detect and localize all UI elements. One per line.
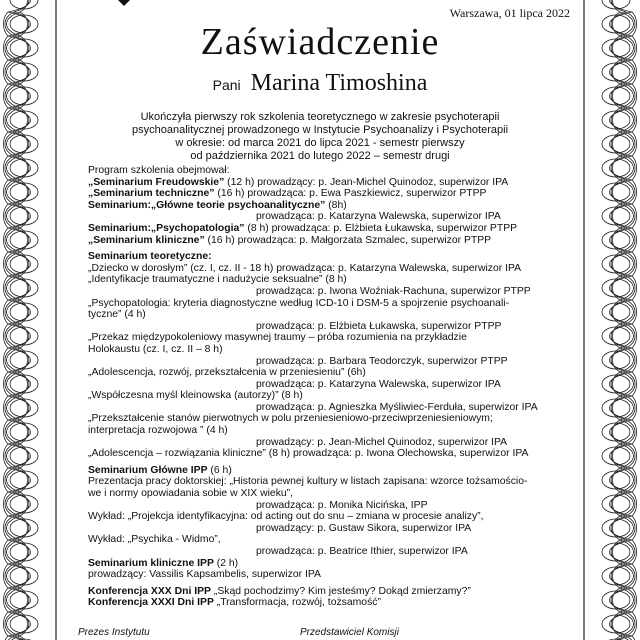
theory-list	[88, 263, 568, 460]
conference-name: Konferencja XXXI Dni IPP	[88, 597, 214, 609]
main-ipp-line: Wykład: „Projekcja identyfikacyjna: od acting out do snu – zmiana w procesie analizy”,	[88, 511, 484, 523]
theory-line: Holokaustu (cz. I, cz. II – 8 h)	[88, 343, 223, 355]
seminar-details: (16 h) prowadząca: p. Ewa Paszkiewicz, superwizor PTPP	[214, 188, 487, 200]
seminar-details: (8 h) prowadząca: p. Elżbieta Łukawska, superwizor PTPP	[244, 222, 518, 234]
program-body	[88, 165, 568, 609]
clinical-ipp-hours: (2 h)	[213, 557, 239, 569]
program-label: Program szkolenia obejmował:	[88, 165, 230, 176]
ornamental-border-left	[0, 0, 60, 640]
theory-line: „Współczesna myśl kleinowska (autorzy)” (8 h)	[88, 390, 303, 402]
theory-line: „Dziecko w dorosłym” (cz. I, cz. II - 18 h) prowadząca: p. Katarzyna Walewska, superwizor IPA	[88, 262, 522, 274]
conference-name: Konferencja XXX Dni IPP	[88, 585, 211, 597]
recipient	[70, 70, 570, 97]
main-ipp-line: prowadzący: p. Gustaw Sikora, superwizor IPA	[256, 522, 472, 534]
main-ipp-heading	[88, 465, 568, 477]
theory-line: „Przekaz międzypokoleniowy masywnej traumy – próba rozumienia na przykładzie	[88, 332, 467, 344]
main-ipp-label: Seminarium Główne IPP	[88, 464, 208, 476]
seminar-details: (8h)	[325, 199, 347, 211]
seminar-name: Seminarium:„Psychopatologia”	[88, 222, 245, 234]
seminar-name: „Seminarium Freudowskie”	[88, 176, 225, 188]
seminar-details: prowadząca: p. Katarzyna Walewska, superwizor IPA	[256, 211, 501, 223]
seminar-name: „Seminarium kliniczne”	[88, 234, 205, 246]
seminar-line	[88, 177, 568, 189]
intro-line: Ukończyła pierwszy rok szkolenia teoretycznego w zakresie psychoterapii	[140, 111, 500, 123]
main-ipp-line: prowadząca: p. Beatrice Ithier, superwizor IPA	[256, 546, 468, 557]
theory-line: „Przekształcenie stanów pierwotnych w polu przeniesieniowo-przeciwprzeniesieniowym;	[88, 413, 493, 425]
seminar-line	[88, 223, 568, 235]
main-ipp-line: Prezentacja pracy doktorskiej: „Historia pewnej kultury w listach zapisana: wzorce tożsamościo-	[88, 476, 528, 488]
intro-paragraph	[90, 111, 550, 163]
theory-line: interpretacja rozwojowa ” (4 h)	[88, 425, 228, 437]
clinical-ipp-label: Seminarium kliniczne IPP	[88, 557, 214, 569]
theory-line: prowadząca: p. Katarzyna Walewska, superwizor IPA	[256, 378, 501, 390]
issue-date: Warszawa, 01 lipca 2022	[449, 6, 570, 20]
conference-line	[88, 597, 568, 609]
seminar-line	[88, 200, 568, 212]
seminar-details: (16 h) prowadząca: p. Małgorzata Szmalec, superwizor PTPP	[204, 234, 492, 246]
theory-line: „Adolescencja – rozwiązania kliniczne” (8 h) prowadząca: p. Iwona Olechowska, superwizor IPA	[88, 448, 529, 460]
recipient-prefix: Pani	[212, 77, 241, 93]
signature-right-label: Przedstawiciel Komisji	[300, 627, 399, 638]
main-ipp-list	[88, 476, 568, 557]
intro-line: od października 2021 do lutego 2022 – semestr drugi	[190, 150, 450, 162]
theory-line: prowadząca: p. Iwona Woźniak-Rachuna, superwizor PTPP	[256, 285, 531, 297]
theory-label: Seminarium teoretyczne:	[88, 251, 212, 263]
theory-line: tyczne” (4 h)	[88, 309, 146, 321]
certificate-content	[70, 0, 570, 640]
theory-line: prowadzący: p. Jean-Michel Quinodoz, superwizor IPA	[256, 436, 508, 448]
theory-line: „Identyfikacje traumatyczne i nadużycie seksualne” (8 h)	[88, 274, 347, 286]
certificate-title: Zaświadczenie	[200, 21, 440, 63]
clinical-ipp-heading	[88, 558, 568, 570]
main-ipp-hours: (6 h)	[207, 464, 232, 476]
main-ipp-line: Wykład: „Psychika - Widmo”,	[88, 534, 221, 546]
conference-list	[88, 586, 568, 609]
seminar-details: (12 h) prowadzący: p. Jean-Michel Quinodoz, superwizor IPA	[224, 176, 509, 188]
seminar-line	[88, 188, 568, 200]
seminar-list	[88, 177, 568, 247]
theory-line: „Psychopatologia: kryteria diagnostyczne według ICD-10 i DSM-5 a spojrzenie psychoanali-	[88, 297, 510, 309]
main-ipp-line: prowadząca: p. Monika Nicińska, IPP	[256, 499, 428, 511]
seminar-name: „Seminarium techniczne”	[88, 188, 215, 200]
conference-title: „Skąd pochodzimy? Kim jesteśmy? Dokąd zmierzamy?”	[211, 585, 471, 597]
conference-line	[88, 586, 568, 598]
ornamental-border-right	[580, 0, 640, 640]
theory-line: prowadząca: p. Elżbieta Łukawska, superwizor PTPP	[256, 320, 502, 332]
theory-line: „Adolescencja, rozwój, przekształcenia w przeniesieniu” (6h)	[88, 367, 366, 379]
conference-title: „Transformacja, rozwój, tożsamość”	[213, 597, 381, 609]
seminar-line	[88, 235, 568, 247]
theory-line: prowadząca: p. Barbara Teodorczyk, superwizor PTPP	[256, 355, 508, 367]
clinical-ipp-line: prowadzący: Vassilis Kapsambelis, superwizor IPA	[88, 569, 321, 581]
recipient-name: Marina Timoshina	[250, 70, 428, 96]
seminar-line	[88, 211, 568, 223]
intro-line: psychoanalitycznej prowadzonego w Instytucie Psychoanalizy i Psychoterapii	[131, 124, 509, 136]
seminar-name: Seminarium:„Główne teorie psychoanalityczne”	[88, 199, 326, 211]
main-ipp-line: we i normy opowiadania sobie w XIX wieku”,	[88, 488, 294, 500]
theory-line: prowadząca: p. Agnieszka Myśliwiec-Ferduła, superwizor IPA	[256, 401, 538, 413]
intro-line: w okresie: od marca 2021 do lipca 2021 - semestr pierwszy	[175, 137, 465, 149]
signature-left-label: Prezes Instytutu	[78, 627, 150, 638]
